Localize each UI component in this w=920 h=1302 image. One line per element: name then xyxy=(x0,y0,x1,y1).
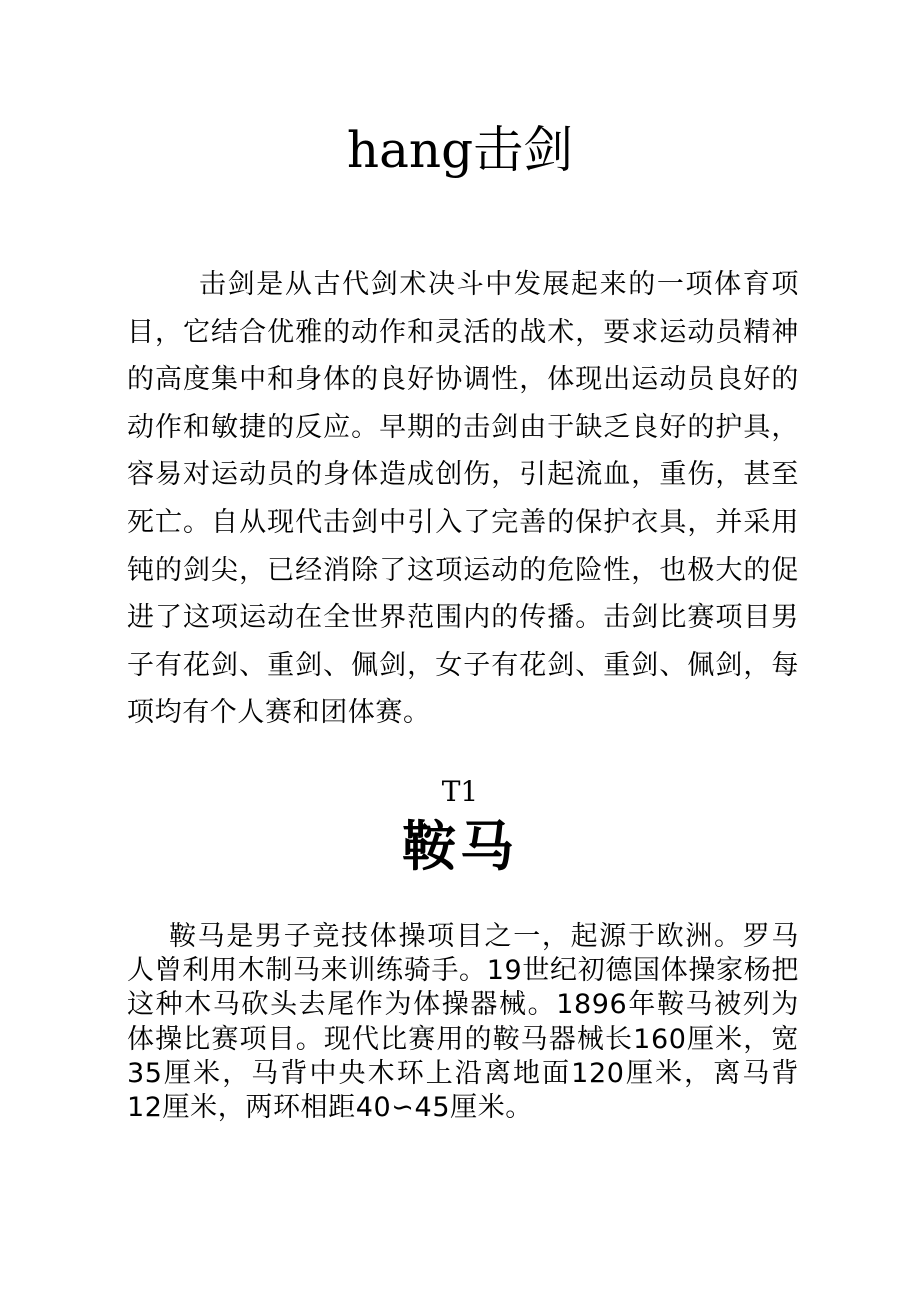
fencing-title: hang击剑 xyxy=(346,121,574,179)
section-label: T1 xyxy=(441,775,479,808)
fencing-paragraph: 击剑是从古代剑术决斗中发展起来的一项体育项目，它结合优雅的动作和灵活的战术，要求运动员精神的高度集中和身体的良好协调性，体现出运动员良好的动作和敏捷的反应。早期的击剑由于缺乏良好的护具，容易对运动员的身体造成创伤，引起流血，重伤，甚至死亡。自从现代击剑中引入了完善的保护衣具，并采用钝的剑尖，已经消除了这项运动的危险性，也极大的促进了这项运动在全世界范围内的传播。击剑比赛项目男子有花剑、重剑、佩剑，女子有花剑、重剑、佩剑，每项均有个人赛和团体赛。 xyxy=(127,269,799,729)
pommel-horse-title: 鞍马 xyxy=(402,815,518,878)
pommel-horse-paragraph: 鞍马是男子竞技体操项目之一，起源于欧洲。罗马人曾利用木制马来训练骑手。19世纪初德国体操家杨把这种木马砍头去尾作为体操器械。1896年鞍马被列为体操比赛项目。现代比赛用的鞍马器械长160厘米，宽35厘米，马背中央木环上沿离地面120厘米，离马背12厘米，两环相距40∽45厘米。 xyxy=(127,921,799,1124)
